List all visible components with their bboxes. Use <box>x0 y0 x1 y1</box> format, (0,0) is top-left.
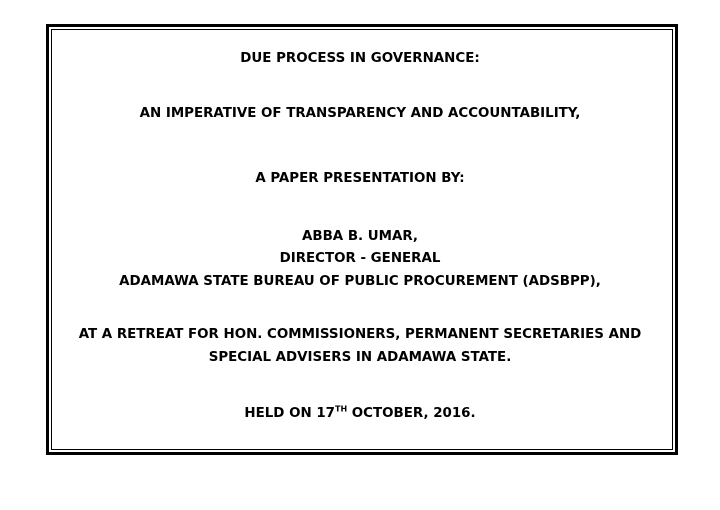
event-date <box>0 405 720 423</box>
author-name: ABBA B. UMAR, <box>302 229 418 244</box>
author-position: DIRECTOR - GENERAL <box>279 251 441 266</box>
author-organization: ADAMAWA STATE BUREAU OF PUBLIC PROCUREMENT (ADSBPP), <box>119 274 601 289</box>
date-ordinal-suffix: TH <box>334 404 348 414</box>
date-prefix: HELD ON 17 <box>244 406 335 421</box>
presentation-label: A PAPER PRESENTATION BY: <box>255 171 465 186</box>
document-title: DUE PROCESS IN GOVERNANCE: <box>240 51 480 66</box>
occasion-line-2: SPECIAL ADVISERS IN ADAMAWA STATE. <box>208 350 512 365</box>
document-subtitle: AN IMPERATIVE OF TRANSPARENCY AND ACCOUNTABILITY, <box>139 106 581 121</box>
occasion-line-1: AT A RETREAT FOR HON. COMMISSIONERS, PERMANENT SECRETARIES AND <box>78 327 642 342</box>
date-rest: OCTOBER, 2016. <box>347 406 476 421</box>
